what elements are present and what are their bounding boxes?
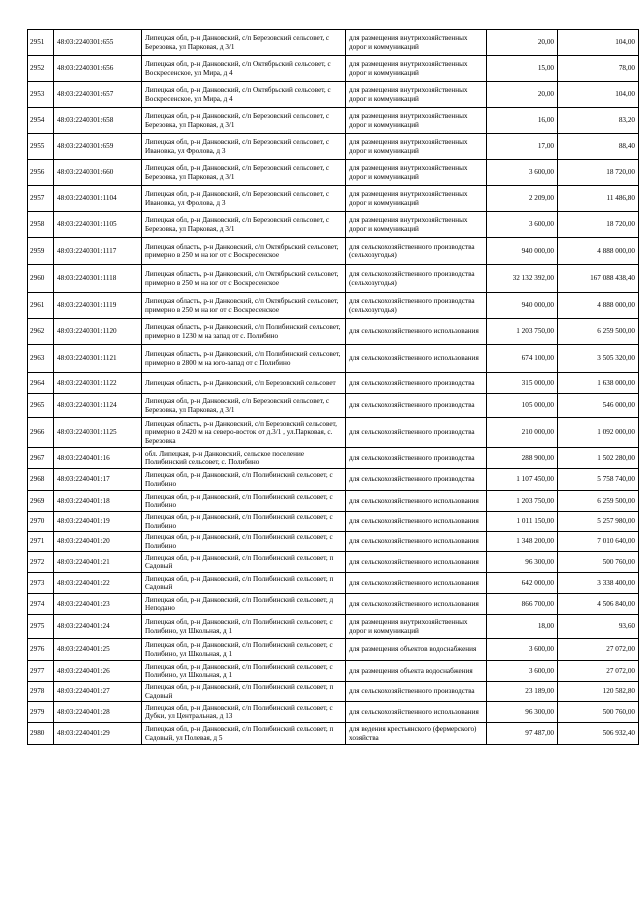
table-row (28, 394, 639, 418)
row-number-cell: 2961 (28, 293, 54, 319)
area-cell: 1 011 150,00 (487, 512, 558, 532)
permitted-use-cell: для размещения внутрихозяйственных дорог и коммуникаций (346, 615, 487, 639)
cadastral-value-cell: 4 888 000,00 (558, 293, 639, 319)
cadastral-number-cell: 48:03:2240401:21 (54, 552, 142, 573)
cadastral-number-cell: 48:03:2240301:1118 (54, 265, 142, 293)
table-row (28, 661, 639, 682)
permitted-use-cell: для размещения внутрихозяйственных дорог и коммуникаций (346, 134, 487, 160)
address-cell: Липецкая обл, р-н Данковский, с/п Березовский сельсовет, с Березовка, ул Парковая, д 3/1 (142, 108, 346, 134)
permitted-use-cell: для сельскохозяйственного использования (346, 702, 487, 723)
permitted-use-cell: для сельскохозяйственного производства (346, 682, 487, 702)
row-number-cell: 2974 (28, 594, 54, 615)
table-row (28, 30, 639, 56)
area-cell: 96 300,00 (487, 702, 558, 723)
permitted-use-cell: для сельскохозяйственного использования (346, 491, 487, 512)
cadastral-number-cell: 48:03:2240301:656 (54, 56, 142, 82)
table-row (28, 319, 639, 345)
permitted-use-cell: для размещения внутрихозяйственных дорог и коммуникаций (346, 160, 487, 186)
permitted-use-cell: для сельскохозяйственного производства (сельхозугодья) (346, 238, 487, 265)
row-number-cell: 2980 (28, 723, 54, 745)
row-number-cell: 2971 (28, 532, 54, 552)
permitted-use-cell: для ведения крестьянского (фермерского) хозяйства (346, 723, 487, 745)
table-row (28, 512, 639, 532)
permitted-use-cell: для сельскохозяйственного производства (346, 394, 487, 418)
cadastral-value-cell: 1 092 000,00 (558, 418, 639, 448)
address-cell: Липецкая обл, р-н Данковский, с/п Полибинский сельсовет, п Садовый (142, 552, 346, 573)
row-number-cell: 2954 (28, 108, 54, 134)
permitted-use-cell: для сельскохозяйственного использования (346, 512, 487, 532)
cadastral-number-cell: 48:03:2240301:1122 (54, 373, 142, 394)
area-cell: 32 132 392,00 (487, 265, 558, 293)
table-row (28, 418, 639, 448)
table-row (28, 639, 639, 661)
row-number-cell: 2964 (28, 373, 54, 394)
cadastral-value-cell: 4 506 840,00 (558, 594, 639, 615)
area-cell: 210 000,00 (487, 418, 558, 448)
cadastral-value-cell: 500 760,00 (558, 552, 639, 573)
table-row (28, 615, 639, 639)
address-cell: Липецкая обл, р-н Данковский, с/п Полибинский сельсовет, п Садовый (142, 682, 346, 702)
permitted-use-cell: для размещения объекта водоснабжения (346, 661, 487, 682)
cadastral-number-cell: 48:03:2240401:16 (54, 448, 142, 469)
cadastral-number-cell: 48:03:2240401:19 (54, 512, 142, 532)
area-cell: 866 700,00 (487, 594, 558, 615)
permitted-use-cell: для сельскохозяйственного использования (346, 532, 487, 552)
cadastral-value-cell: 78,00 (558, 56, 639, 82)
permitted-use-cell: для размещения объектов водоснабжения (346, 639, 487, 661)
cadastral-value-cell: 7 010 640,00 (558, 532, 639, 552)
row-number-cell: 2970 (28, 512, 54, 532)
area-cell: 105 000,00 (487, 394, 558, 418)
cadastral-number-cell: 48:03:2240401:23 (54, 594, 142, 615)
address-cell: Липецкая обл, р-н Данковский, с/п Полибинский сельсовет, д Неподано (142, 594, 346, 615)
row-number-cell: 2960 (28, 265, 54, 293)
cadastral-number-cell: 48:03:2240401:28 (54, 702, 142, 723)
area-cell: 23 189,00 (487, 682, 558, 702)
table-row (28, 702, 639, 723)
row-number-cell: 2976 (28, 639, 54, 661)
row-number-cell: 2967 (28, 448, 54, 469)
cadastral-value-cell: 4 888 000,00 (558, 238, 639, 265)
permitted-use-cell: для размещения внутрихозяйственных дорог и коммуникаций (346, 56, 487, 82)
cadastral-number-cell: 48:03:2240301:1117 (54, 238, 142, 265)
area-cell: 96 300,00 (487, 552, 558, 573)
permitted-use-cell: для размещения внутрихозяйственных дорог и коммуникаций (346, 82, 487, 108)
area-cell: 3 600,00 (487, 212, 558, 238)
permitted-use-cell: для размещения внутрихозяйственных дорог и коммуникаций (346, 212, 487, 238)
area-cell: 1 348 200,00 (487, 532, 558, 552)
permitted-use-cell: для сельскохозяйственного производства (346, 373, 487, 394)
cadastral-value-cell: 18 720,00 (558, 212, 639, 238)
cadastral-value-cell: 93,60 (558, 615, 639, 639)
table-body (28, 30, 639, 745)
cadastral-number-cell: 48:03:2240401:25 (54, 639, 142, 661)
address-cell: Липецкая обл, р-н Данковский, с/п Полибинский сельсовет, с Дубки, ул Центральная, д 13 (142, 702, 346, 723)
permitted-use-cell: для размещения внутрихозяйственных дорог и коммуникаций (346, 108, 487, 134)
cadastral-value-cell: 500 760,00 (558, 702, 639, 723)
row-number-cell: 2968 (28, 469, 54, 491)
table-row (28, 160, 639, 186)
cadastral-number-cell: 48:03:2240401:17 (54, 469, 142, 491)
cadastral-number-cell: 48:03:2240301:1119 (54, 293, 142, 319)
area-cell: 940 000,00 (487, 293, 558, 319)
row-number-cell: 2958 (28, 212, 54, 238)
cadastral-number-cell: 48:03:2240301:1120 (54, 319, 142, 345)
address-cell: Липецкая обл, р-н Данковский, с/п Полибинский сельсовет, п Садовый (142, 573, 346, 594)
permitted-use-cell: для размещения внутрихозяйственных дорог и коммуникаций (346, 30, 487, 56)
address-cell: Липецкая обл, р-н Данковский, с/п Октябрьский сельсовет, с Воскресенское, ул Мира, д 4 (142, 82, 346, 108)
permitted-use-cell: для сельскохозяйственного использования (346, 552, 487, 573)
area-cell: 20,00 (487, 30, 558, 56)
cadastral-value-cell: 27 072,00 (558, 661, 639, 682)
area-cell: 3 600,00 (487, 160, 558, 186)
area-cell: 642 000,00 (487, 573, 558, 594)
cadastral-number-cell: 48:03:2240301:660 (54, 160, 142, 186)
cadastral-value-cell: 1 638 000,00 (558, 373, 639, 394)
row-number-cell: 2966 (28, 418, 54, 448)
area-cell: 15,00 (487, 56, 558, 82)
cadastral-value-cell: 18 720,00 (558, 160, 639, 186)
address-cell: Липецкая обл, р-н Данковский, с/п Полибинский сельсовет, с Полибино, ул Школьная, д 1 (142, 639, 346, 661)
table-row (28, 108, 639, 134)
cadastral-value-cell: 1 502 280,00 (558, 448, 639, 469)
area-cell: 1 203 750,00 (487, 491, 558, 512)
address-cell: Липецкая обл, р-н Данковский, с/п Березовский сельсовет, с Ивановка, ул Фролова, д 3 (142, 134, 346, 160)
table-row (28, 469, 639, 491)
cadastral-number-cell: 48:03:2240401:18 (54, 491, 142, 512)
area-cell: 1 107 450,00 (487, 469, 558, 491)
address-cell: Липецкая область, р-н Данковский, с/п Октябрьский сельсовет, примерно в 250 м на юг от с Воскресенское (142, 293, 346, 319)
cadastral-value-cell: 88,40 (558, 134, 639, 160)
table-row (28, 448, 639, 469)
address-cell: Липецкая обл, р-н Данковский, с/п Березовский сельсовет, с Березовка, ул Парковая, д 3/1 (142, 394, 346, 418)
row-number-cell: 2951 (28, 30, 54, 56)
address-cell: Липецкая область, р-н Данковский, с/п Полибинский сельсовет, примерно в 1230 м на запад от с. Полибино (142, 319, 346, 345)
address-cell: Липецкая обл, р-н Данковский, с/п Полибинский сельсовет, с Полибино (142, 532, 346, 552)
address-cell: Липецкая область, р-н Данковский, с/п Березовский сельсовет (142, 373, 346, 394)
address-cell: Липецкая обл, р-н Данковский, с/п Полибинский сельсовет, с Полибино, ул Школьная, д 1 (142, 615, 346, 639)
row-number-cell: 2953 (28, 82, 54, 108)
permitted-use-cell: для сельскохозяйственного производства (346, 469, 487, 491)
cadastral-number-cell: 48:03:2240401:27 (54, 682, 142, 702)
permitted-use-cell: для сельскохозяйственного производства (сельхозугодья) (346, 265, 487, 293)
cadastral-value-cell: 83,20 (558, 108, 639, 134)
table-row (28, 212, 639, 238)
address-cell: Липецкая обл, р-н Данковский, с/п Полибинский сельсовет, п Садовый, ул Полевая, д 5 (142, 723, 346, 745)
cadastral-number-cell: 48:03:2240401:24 (54, 615, 142, 639)
address-cell: Липецкая обл, р-н Данковский, с/п Полибинский сельсовет, с Полибино (142, 491, 346, 512)
table-row (28, 186, 639, 212)
cadastral-number-cell: 48:03:2240401:20 (54, 532, 142, 552)
table-row (28, 594, 639, 615)
permitted-use-cell: для сельскохозяйственного использования (346, 319, 487, 345)
table-row (28, 56, 639, 82)
cadastral-value-cell: 5 758 740,00 (558, 469, 639, 491)
table-row (28, 293, 639, 319)
cadastral-number-cell: 48:03:2240301:1104 (54, 186, 142, 212)
cadastral-value-cell: 3 505 320,00 (558, 345, 639, 373)
cadastral-number-cell: 48:03:2240301:1121 (54, 345, 142, 373)
row-number-cell: 2962 (28, 319, 54, 345)
permitted-use-cell: для размещения внутрихозяйственных дорог и коммуникаций (346, 186, 487, 212)
cadastral-value-cell: 3 338 400,00 (558, 573, 639, 594)
table-row (28, 345, 639, 373)
table-row (28, 552, 639, 573)
cadastral-value-cell: 120 582,80 (558, 682, 639, 702)
area-cell: 20,00 (487, 82, 558, 108)
row-number-cell: 2959 (28, 238, 54, 265)
row-number-cell: 2957 (28, 186, 54, 212)
row-number-cell: 2969 (28, 491, 54, 512)
area-cell: 17,00 (487, 134, 558, 160)
address-cell: Липецкая обл, р-н Данковский, с/п Полибинский сельсовет, с Полибино (142, 512, 346, 532)
cadastral-value-cell: 11 486,80 (558, 186, 639, 212)
area-cell: 2 209,00 (487, 186, 558, 212)
row-number-cell: 2956 (28, 160, 54, 186)
row-number-cell: 2955 (28, 134, 54, 160)
row-number-cell: 2979 (28, 702, 54, 723)
address-cell: обл. Липецкая, р-н Данковский, сельское поселение Полибинский сельсовет, с. Полибино (142, 448, 346, 469)
cadastral-number-cell: 48:03:2240301:658 (54, 108, 142, 134)
area-cell: 3 600,00 (487, 639, 558, 661)
cadastral-value-cell: 27 072,00 (558, 639, 639, 661)
area-cell: 940 000,00 (487, 238, 558, 265)
address-cell: Липецкая обл, р-н Данковский, с/п Березовский сельсовет, с Березовка, ул Парковая, д 3/1 (142, 212, 346, 238)
address-cell: Липецкая область, р-н Данковский, с/п Октябрьский сельсовет, примерно в 250 м на юг от с Воскресенское (142, 238, 346, 265)
cadastral-value-cell: 5 257 980,00 (558, 512, 639, 532)
area-cell: 288 900,00 (487, 448, 558, 469)
area-cell: 674 100,00 (487, 345, 558, 373)
address-cell: Липецкая обл, р-н Данковский, с/п Полибинский сельсовет, с Полибино, ул Школьная, д 1 (142, 661, 346, 682)
table-row (28, 532, 639, 552)
cadastral-value-cell: 104,00 (558, 82, 639, 108)
cadastral-number-cell: 48:03:2240301:1105 (54, 212, 142, 238)
table-row (28, 265, 639, 293)
row-number-cell: 2973 (28, 573, 54, 594)
cadastral-number-cell: 48:03:2240301:655 (54, 30, 142, 56)
cadastral-number-cell: 48:03:2240301:659 (54, 134, 142, 160)
cadastral-value-cell: 104,00 (558, 30, 639, 56)
cadastral-value-cell: 6 259 500,00 (558, 491, 639, 512)
cadastral-value-cell: 6 259 500,00 (558, 319, 639, 345)
table-row (28, 373, 639, 394)
cadastral-value-cell: 506 932,40 (558, 723, 639, 745)
address-cell: Липецкая область, р-н Данковский, с/п Октябрьский сельсовет, примерно в 250 м на юг от с Воскресенское (142, 265, 346, 293)
cadastral-number-cell: 48:03:2240301:1125 (54, 418, 142, 448)
area-cell: 97 487,00 (487, 723, 558, 745)
area-cell: 16,00 (487, 108, 558, 134)
table-row (28, 491, 639, 512)
permitted-use-cell: для сельскохозяйственного использования (346, 573, 487, 594)
row-number-cell: 2975 (28, 615, 54, 639)
area-cell: 315 000,00 (487, 373, 558, 394)
table-row (28, 723, 639, 745)
permitted-use-cell: для сельскохозяйственного использования (346, 345, 487, 373)
address-cell: Липецкая область, р-н Данковский, с/п Березовский сельсовет, примерно в 2420 м на северо-восток от д.3/1 , ул.Парковая, с. Березовка (142, 418, 346, 448)
row-number-cell: 2965 (28, 394, 54, 418)
address-cell: Липецкая обл, р-н Данковский, с/п Березовский сельсовет, с Березовка, ул Парковая, д 3/1 (142, 160, 346, 186)
land-parcel-table (27, 29, 639, 745)
address-cell: Липецкая обл, р-н Данковский, с/п Березовский сельсовет, с Березовка, ул Парковая, д 3/1 (142, 30, 346, 56)
table-row (28, 238, 639, 265)
table-row (28, 134, 639, 160)
row-number-cell: 2963 (28, 345, 54, 373)
table-row (28, 682, 639, 702)
cadastral-number-cell: 48:03:2240401:26 (54, 661, 142, 682)
cadastral-number-cell: 48:03:2240301:657 (54, 82, 142, 108)
table-row (28, 573, 639, 594)
permitted-use-cell: для сельскохозяйственного производства (346, 448, 487, 469)
cadastral-number-cell: 48:03:2240301:1124 (54, 394, 142, 418)
permitted-use-cell: для сельскохозяйственного использования (346, 594, 487, 615)
row-number-cell: 2977 (28, 661, 54, 682)
area-cell: 1 203 750,00 (487, 319, 558, 345)
area-cell: 18,00 (487, 615, 558, 639)
cadastral-number-cell: 48:03:2240401:29 (54, 723, 142, 745)
row-number-cell: 2972 (28, 552, 54, 573)
address-cell: Липецкая обл, р-н Данковский, с/п Октябрьский сельсовет, с Воскресенское, ул Мира, д 4 (142, 56, 346, 82)
cadastral-value-cell: 167 088 438,40 (558, 265, 639, 293)
area-cell: 3 600,00 (487, 661, 558, 682)
address-cell: Липецкая обл, р-н Данковский, с/п Березовский сельсовет, с Ивановка, ул Фролова, д 3 (142, 186, 346, 212)
row-number-cell: 2952 (28, 56, 54, 82)
address-cell: Липецкая область, р-н Данковский, с/п Полибинский сельсовет, примерно в 2800 м на юго-запад от с Полибино (142, 345, 346, 373)
permitted-use-cell: для сельскохозяйственного производства (346, 418, 487, 448)
cadastral-value-cell: 546 000,00 (558, 394, 639, 418)
address-cell: Липецкая обл, р-н Данковский, с/п Полибинский сельсовет, с Полибино (142, 469, 346, 491)
table-row (28, 82, 639, 108)
row-number-cell: 2978 (28, 682, 54, 702)
cadastral-number-cell: 48:03:2240401:22 (54, 573, 142, 594)
permitted-use-cell: для сельскохозяйственного производства (сельхозугодья) (346, 293, 487, 319)
